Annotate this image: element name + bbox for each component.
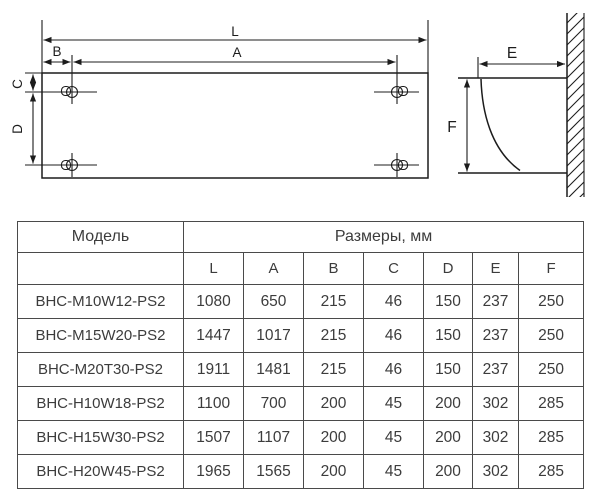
table-subheader-row (18, 253, 584, 285)
cell-model: BHC-M20T30-PS2 (18, 353, 184, 387)
extension-lines (25, 20, 428, 73)
cell-E: 302 (473, 455, 519, 489)
cell-L: 1100 (184, 387, 244, 421)
cell-B: 215 (304, 353, 364, 387)
cell-L: 1080 (184, 285, 244, 319)
cell-L: 1965 (184, 455, 244, 489)
cell-D: 150 (424, 353, 473, 387)
cell-A: 1481 (244, 353, 304, 387)
side-view (447, 5, 585, 211)
cell-F: 250 (519, 353, 584, 387)
cell-E: 302 (473, 387, 519, 421)
dim-label-L: L (231, 24, 239, 39)
sizes-column-header: Размеры, мм (184, 222, 584, 253)
table-row (18, 353, 584, 387)
unit-front-outline (42, 73, 428, 178)
cell-A: 700 (244, 387, 304, 421)
dim-label-A: A (232, 45, 242, 60)
front-view (10, 20, 428, 178)
column-header-D: D (424, 253, 473, 285)
cell-B: 200 (304, 387, 364, 421)
cell-B: 200 (304, 455, 364, 489)
cell-A: 1107 (244, 421, 304, 455)
cell-L: 1447 (184, 319, 244, 353)
cell-C: 45 (364, 421, 424, 455)
dimension-diagram (0, 0, 600, 212)
column-header-C: C (364, 253, 424, 285)
cell-C: 46 (364, 285, 424, 319)
table-row (18, 285, 584, 319)
table-header-row (18, 222, 584, 253)
cell-model: BHC-M15W20-PS2 (18, 319, 184, 353)
cell-A: 1565 (244, 455, 304, 489)
cell-L: 1507 (184, 421, 244, 455)
cell-C: 46 (364, 353, 424, 387)
table-row (18, 387, 584, 421)
column-header-A: A (244, 253, 304, 285)
cell-D: 200 (424, 387, 473, 421)
cell-B: 200 (304, 421, 364, 455)
cell-C: 46 (364, 319, 424, 353)
cell-model: BHC-H10W18-PS2 (18, 387, 184, 421)
cell-model: BHC-M10W12-PS2 (18, 285, 184, 319)
model-column-header: Модель (18, 222, 184, 253)
unit-side-profile (458, 78, 567, 173)
cell-D: 150 (424, 319, 473, 353)
dim-label-B: B (52, 44, 62, 59)
cell-A: 650 (244, 285, 304, 319)
cell-model: BHC-H15W30-PS2 (18, 421, 184, 455)
table-row (18, 319, 584, 353)
cell-E: 237 (473, 285, 519, 319)
cell-F: 250 (519, 285, 584, 319)
cell-F: 250 (519, 319, 584, 353)
column-header-L: L (184, 253, 244, 285)
cell-A: 1017 (244, 319, 304, 353)
cell-model: BHC-H20W45-PS2 (18, 455, 184, 489)
cell-E: 237 (473, 353, 519, 387)
empty-header-cell (18, 253, 184, 285)
cell-C: 45 (364, 387, 424, 421)
cell-D: 150 (424, 285, 473, 319)
dimensions-table (17, 221, 584, 489)
table-row (18, 455, 584, 489)
cell-D: 200 (424, 455, 473, 489)
cell-B: 215 (304, 319, 364, 353)
cell-E: 302 (473, 421, 519, 455)
wall-hatching (566, 5, 585, 211)
cell-F: 285 (519, 387, 584, 421)
cell-B: 215 (304, 285, 364, 319)
column-header-E: E (473, 253, 519, 285)
cell-C: 45 (364, 455, 424, 489)
cell-L: 1911 (184, 353, 244, 387)
column-header-F: F (519, 253, 584, 285)
table-row (18, 421, 584, 455)
dim-label-C: C (10, 79, 25, 89)
dim-label-F: F (447, 119, 457, 136)
cell-E: 237 (473, 319, 519, 353)
cell-F: 285 (519, 421, 584, 455)
wall (566, 5, 585, 211)
dim-label-D: D (10, 124, 25, 134)
dim-label-E: E (506, 45, 518, 62)
column-header-B: B (304, 253, 364, 285)
cell-D: 200 (424, 421, 473, 455)
cell-F: 285 (519, 455, 584, 489)
